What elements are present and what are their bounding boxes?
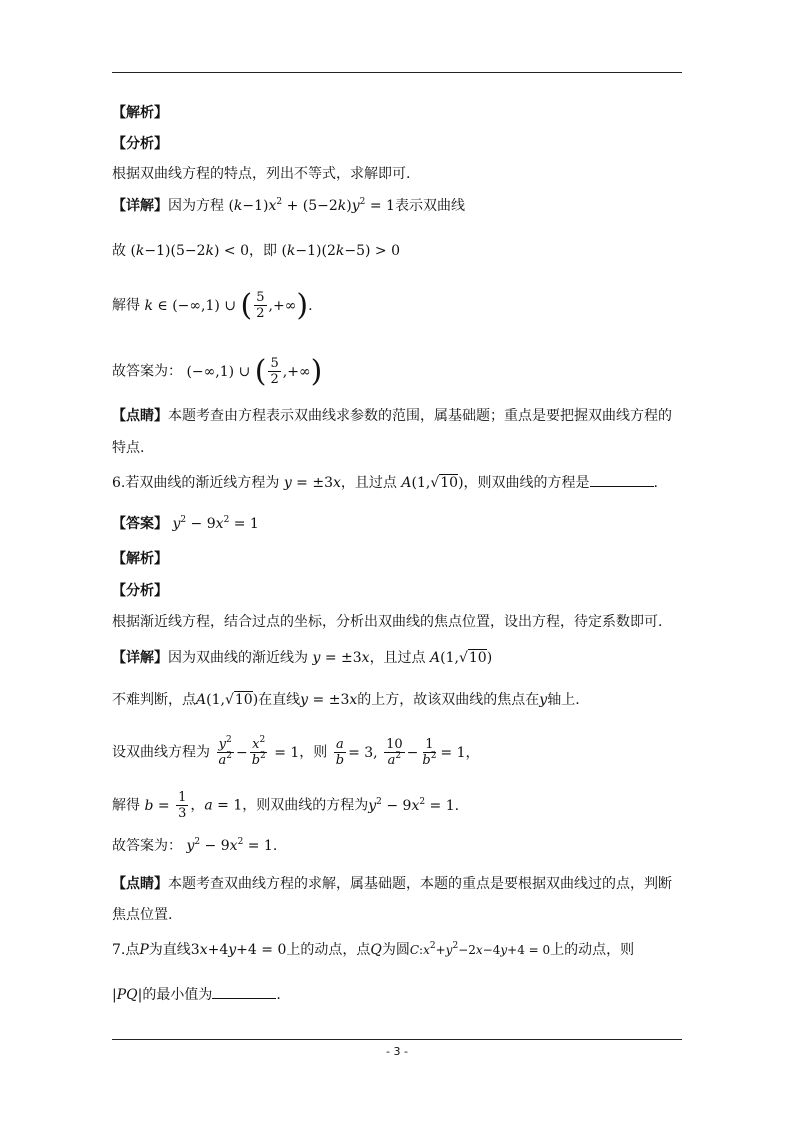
section-heading-jiexi: 【解析】: [112, 105, 168, 121]
setup-mid: ，则: [299, 744, 328, 761]
header-rule: [112, 72, 682, 73]
judgment-line: [112, 690, 580, 710]
judgment-prefix: 不难判断，点: [112, 692, 196, 708]
q7-a: 为直线: [148, 942, 191, 958]
detail-mid-2: ，且过点: [369, 650, 426, 666]
answer-line-1: [112, 353, 323, 389]
answer-line-2: [112, 836, 277, 856]
q6-point: A(1,√10): [401, 475, 464, 491]
q7-c: 为圆: [381, 942, 410, 958]
q6-asymptote: y = ±3x: [283, 475, 341, 491]
question-7b: |PQ|的最小值为 .: [112, 984, 281, 1005]
answer-equation: $y^2 - 9x^2 = 1$: [172, 515, 259, 532]
solve-prefix: 解得: [112, 797, 140, 814]
detail-line-1: [112, 196, 465, 216]
judgment-end: 轴上.: [547, 692, 580, 708]
answer-6: [112, 514, 259, 534]
solution-line: [112, 287, 313, 323]
inequality-line: [112, 241, 400, 261]
footer-rule: [112, 1039, 682, 1040]
detail-text: 因为方程: [168, 198, 224, 214]
answer-equation-2: $y^2 - 9x^2 = 1$.: [186, 837, 278, 854]
judgment-line-eq: y = ±3x: [300, 692, 358, 708]
setup-equation: $\frac{y^2}{a^2}$ − $\frac{x^2}{b^2}$ = 1: [218, 735, 300, 768]
q7-line-eq: 3x+4y+4 = 0: [190, 942, 287, 958]
answer-label: 【答案】: [112, 516, 168, 532]
inequality-prefix: 故: [112, 243, 126, 259]
setup-line: [112, 737, 480, 768]
detail-tail: 表示双曲线: [394, 198, 465, 214]
section-heading-fenxi: 【分析】: [112, 136, 168, 152]
inequality-mid: ，即: [249, 243, 277, 259]
asymptote-eq: y = ±3x: [312, 650, 370, 666]
inequality-2: (k−1)(2k−5) > 0: [281, 243, 400, 259]
comment-line-1b: 特点.: [112, 440, 145, 456]
analysis-text: 根据双曲线方程的特点，列出不等式，求解即可.: [112, 166, 411, 182]
solve-b: b = $\frac{1}{3}$: [144, 790, 187, 821]
solve-line: 解得 b = $\frac{1}{3}$ ，a = 1，则双曲线的方程为$y^2 - 9x^2 = 1$.: [112, 790, 460, 821]
detail-line-2: [112, 648, 492, 668]
detail-label-2: 【详解】: [112, 650, 168, 666]
solution-prefix: 解得: [112, 297, 140, 314]
answer-prefix-2: 故答案为：: [112, 838, 182, 854]
q7-tail: 的最小值为: [142, 987, 213, 1003]
section-heading-fenxi-2: 【分析】: [112, 583, 168, 599]
setup-prefix: 设双曲线方程为: [112, 744, 210, 761]
section-heading-jiexi-2: 【解析】: [112, 551, 168, 567]
q7-distance: |PQ|: [112, 987, 143, 1003]
comment-text-1: 本题考查由方程表示双曲线求参数的范围，属基础题；重点是要把握双曲线方程的: [168, 408, 672, 424]
q7-point-p: P: [139, 942, 149, 958]
judgment-tail: 的上方，故该双曲线的焦点在: [357, 692, 540, 708]
comment-line-2: [112, 874, 672, 894]
answer-prefix-1: 故答案为：: [112, 363, 182, 380]
comment-label-2: 【点睛】: [112, 876, 168, 892]
q7-d: 上的动点，则: [550, 942, 635, 958]
comment-text-2: 本题考查双曲线方程的求解，属基础题，本题的重点是要根据双曲线过的点，判断: [168, 876, 672, 892]
solve-equation: $y^2 - 9x^2 = 1$.: [368, 796, 460, 814]
y-axis-label: y: [539, 692, 548, 708]
judgment-mid: 在直线: [258, 692, 301, 708]
solve-mid: ，则双曲线的方程为: [242, 797, 369, 814]
detail-text-2: 因为双曲线的渐近线为: [168, 650, 308, 666]
solve-a: a = 1: [204, 797, 243, 814]
setup-conditions: $\frac{a}{b}$ = 3, $\frac{10}{a^2}$ − $\frac{1}{b^2}$ = 1，: [335, 737, 480, 768]
q7-b: 上的动点，点: [286, 942, 371, 958]
page-number: - 3 -: [386, 1045, 408, 1058]
question-7: [112, 940, 634, 960]
q7-text: 7.点: [112, 942, 140, 958]
inequality-1: (k−1)(5−2k) < 0: [130, 243, 249, 259]
question-6: 6.若双曲线的渐近线方程为 y = ±3x，且过点 A(1,√10)，则双曲线的方程是 .: [112, 472, 658, 493]
q6-text: 6.若双曲线的渐近线方程为: [112, 475, 280, 491]
answer-set-1: (−∞,1) ∪ ( $\frac{5}{2}$ ,+∞): [186, 353, 323, 389]
q6-tail: ，则双曲线的方程是: [463, 475, 590, 491]
detail-label: 【详解】: [112, 198, 168, 214]
q6-answer-blank: [590, 472, 654, 487]
q7-circle-eq: $C:x^2+y^2-2x-4y+4 = 0$: [409, 941, 551, 957]
solution-set: k ∈ (−∞,1) ∪ ( $\frac{5}{2}$ ,+∞).: [144, 287, 313, 323]
analysis-text-2: 根据渐近线方程，结合过点的坐标，分析出双曲线的焦点位置，设出方程，待定系数即可.: [112, 614, 663, 630]
q6-mid: ，且过点: [340, 475, 397, 491]
comment-line-2b: 焦点位置.: [112, 907, 173, 923]
judgment-point: A(1,√10): [196, 692, 259, 708]
q7-point-q: Q: [370, 942, 382, 958]
point-a: A(1,√10): [430, 650, 493, 666]
q7-answer-blank: [212, 984, 276, 999]
equation-hyperbola: $(k-1)x^2 + (5-2k)y^2 = 1$: [228, 197, 395, 214]
comment-line-1: [112, 406, 672, 426]
comment-label-1: 【点睛】: [112, 408, 168, 424]
